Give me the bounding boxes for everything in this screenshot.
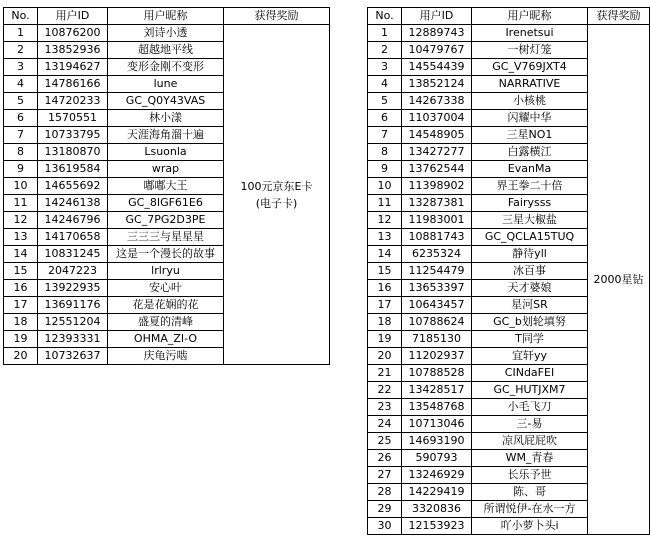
- user-id: 13246929: [402, 467, 472, 484]
- user-nickname: 白露横江: [472, 144, 588, 161]
- row-number: 25: [368, 433, 402, 450]
- user-nickname: 闪耀中华: [472, 110, 588, 127]
- user-id: 13691176: [38, 297, 108, 314]
- user-id: 14246138: [38, 195, 108, 212]
- row-number: 9: [368, 161, 402, 178]
- row-number: 18: [368, 314, 402, 331]
- row-number: 11: [4, 195, 38, 212]
- row-number: 12: [4, 212, 38, 229]
- user-nickname: GC_8IGF61E6: [108, 195, 224, 212]
- user-id: 13619584: [38, 161, 108, 178]
- header-row: [368, 8, 650, 25]
- user-nickname: Lsuonla: [108, 144, 224, 161]
- header-user-id: 用户ID: [38, 8, 108, 25]
- user-nickname: 吖小萝卜头i: [472, 518, 588, 535]
- row-number: 8: [368, 144, 402, 161]
- user-nickname: EvanMa: [472, 161, 588, 178]
- user-nickname: lune: [108, 76, 224, 93]
- row-number: 29: [368, 501, 402, 518]
- row-number: 17: [4, 297, 38, 314]
- row-number: 4: [4, 76, 38, 93]
- user-nickname: 安心叶: [108, 280, 224, 297]
- row-number: 1: [368, 25, 402, 42]
- user-nickname: GC_HUTJXM7: [472, 382, 588, 399]
- user-nickname: 静待yll: [472, 246, 588, 263]
- user-nickname: 冰百事: [472, 263, 588, 280]
- user-id: 14246796: [38, 212, 108, 229]
- user-nickname: CINdaFEI: [472, 365, 588, 382]
- user-nickname: GC_Q0Y43VAS: [108, 93, 224, 110]
- user-id: 13922935: [38, 280, 108, 297]
- user-id: 14548905: [402, 127, 472, 144]
- header-nickname: 用户昵称: [472, 8, 588, 25]
- row-number: 2: [4, 42, 38, 59]
- user-id: 10876200: [38, 25, 108, 42]
- user-nickname: 所谓悦伊-在水一方: [472, 501, 588, 518]
- row-number: 24: [368, 416, 402, 433]
- row-number: 13: [368, 229, 402, 246]
- user-nickname: 三-易: [472, 416, 588, 433]
- header-no: No.: [368, 8, 402, 25]
- user-id: 10713046: [402, 416, 472, 433]
- user-nickname: 这是一个漫长的故事: [108, 246, 224, 263]
- row-number: 15: [4, 263, 38, 280]
- row-number: 6: [4, 110, 38, 127]
- user-nickname: GC_V769JXT4: [472, 59, 588, 76]
- reward-text-line: (电子卡): [255, 196, 298, 210]
- user-id: 13287381: [402, 195, 472, 212]
- user-id: 12393331: [38, 331, 108, 348]
- user-nickname: 界王拳二十倍: [472, 178, 588, 195]
- row-number: 7: [4, 127, 38, 144]
- user-id: 13180870: [38, 144, 108, 161]
- header-user-id: 用户ID: [402, 8, 472, 25]
- user-id: 13852936: [38, 42, 108, 59]
- user-id: 2047223: [38, 263, 108, 280]
- user-id: 13427277: [402, 144, 472, 161]
- user-id: 10788624: [402, 314, 472, 331]
- user-id: 14229419: [402, 484, 472, 501]
- row-number: 16: [368, 280, 402, 297]
- user-id: 12551204: [38, 314, 108, 331]
- user-nickname: 刘诗小透: [108, 25, 224, 42]
- user-id: 13428517: [402, 382, 472, 399]
- user-nickname: WM_青春: [472, 450, 588, 467]
- user-nickname: 星河SR: [472, 297, 588, 314]
- user-id: 14720233: [38, 93, 108, 110]
- row-number: 14: [368, 246, 402, 263]
- user-id: 14170658: [38, 229, 108, 246]
- header-row: [4, 8, 330, 25]
- row-number: 3: [4, 59, 38, 76]
- row-number: 28: [368, 484, 402, 501]
- header-nickname: 用户昵称: [108, 8, 224, 25]
- user-nickname: 宜轩yy: [472, 348, 588, 365]
- user-nickname: 花是花娴的花: [108, 297, 224, 314]
- row-number: 5: [4, 93, 38, 110]
- user-nickname: 三星NO1: [472, 127, 588, 144]
- row-number: 4: [368, 76, 402, 93]
- user-id: 11983001: [402, 212, 472, 229]
- row-number: 22: [368, 382, 402, 399]
- user-id: 11202937: [402, 348, 472, 365]
- user-nickname: T同学: [472, 331, 588, 348]
- header-no: No.: [4, 8, 38, 25]
- user-id: 590793: [402, 450, 472, 467]
- user-id: 10643457: [402, 297, 472, 314]
- row-number: 17: [368, 297, 402, 314]
- user-nickname: 小核桃: [472, 93, 588, 110]
- row-number: 26: [368, 450, 402, 467]
- user-nickname: 超越地平线: [108, 42, 224, 59]
- row-number: 27: [368, 467, 402, 484]
- header-reward: 获得奖励: [224, 8, 330, 25]
- user-nickname: 天涯海角溜十遍: [108, 127, 224, 144]
- user-nickname: 嘟嘟大王: [108, 178, 224, 195]
- row-number: 30: [368, 518, 402, 535]
- user-nickname: 天才婆娘: [472, 280, 588, 297]
- user-id: 13548768: [402, 399, 472, 416]
- row-number: 19: [4, 331, 38, 348]
- user-nickname: 凉风屁屁吹: [472, 433, 588, 450]
- user-id: 12889743: [402, 25, 472, 42]
- user-id: 14267338: [402, 93, 472, 110]
- user-id: 10881743: [402, 229, 472, 246]
- reward-text: 2000星钻: [593, 273, 644, 286]
- row-number: 8: [4, 144, 38, 161]
- row-number: 11: [368, 195, 402, 212]
- user-nickname: GC_b划轮填努: [472, 314, 588, 331]
- row-number: 13: [4, 229, 38, 246]
- user-nickname: 小毛飞刀: [472, 399, 588, 416]
- row-number: 23: [368, 399, 402, 416]
- user-id: 10733795: [38, 127, 108, 144]
- user-id: 1570551: [38, 110, 108, 127]
- user-id: 7185130: [402, 331, 472, 348]
- row-number: 12: [368, 212, 402, 229]
- user-id: 10479767: [402, 42, 472, 59]
- user-id: 14693190: [402, 433, 472, 450]
- row-number: 14: [4, 246, 38, 263]
- row-number: 10: [4, 178, 38, 195]
- row-number: 1: [4, 25, 38, 42]
- user-id: 13762544: [402, 161, 472, 178]
- user-id: 6235324: [402, 246, 472, 263]
- user-id: 11037004: [402, 110, 472, 127]
- user-id: 11254479: [402, 263, 472, 280]
- right-winners-table: [367, 7, 650, 535]
- user-nickname: 陈、哥: [472, 484, 588, 501]
- user-nickname: 盛夏的清峰: [108, 314, 224, 331]
- user-id: 14554439: [402, 59, 472, 76]
- user-nickname: wrap: [108, 161, 224, 178]
- row-number: 21: [368, 365, 402, 382]
- table-row: [368, 25, 650, 42]
- user-id: 3320836: [402, 501, 472, 518]
- user-id: 13194627: [38, 59, 108, 76]
- row-number: 9: [4, 161, 38, 178]
- row-number: 7: [368, 127, 402, 144]
- row-number: 18: [4, 314, 38, 331]
- user-nickname: NARRATIVE: [472, 76, 588, 93]
- user-nickname: 变形金刚不变形: [108, 59, 224, 76]
- user-nickname: OHMA_ZI-O: [108, 331, 224, 348]
- user-id: 12153923: [402, 518, 472, 535]
- reward-cell: [224, 25, 330, 365]
- row-number: 20: [368, 348, 402, 365]
- user-nickname: Fairysss: [472, 195, 588, 212]
- row-number: 2: [368, 42, 402, 59]
- row-number: 3: [368, 59, 402, 76]
- user-nickname: 林小漾: [108, 110, 224, 127]
- reward-cell: [588, 25, 650, 535]
- row-number: 19: [368, 331, 402, 348]
- user-nickname: 一树灯笼: [472, 42, 588, 59]
- user-id: 10831245: [38, 246, 108, 263]
- user-id: 11398902: [402, 178, 472, 195]
- user-nickname: Irenetsui: [472, 25, 588, 42]
- left-winners-table: [3, 7, 330, 365]
- user-id: 13653397: [402, 280, 472, 297]
- row-number: 5: [368, 93, 402, 110]
- row-number: 10: [368, 178, 402, 195]
- user-id: 10732637: [38, 348, 108, 365]
- user-nickname: GC_QCLA15TUQ: [472, 229, 588, 246]
- user-nickname: GC_7PG2D3PE: [108, 212, 224, 229]
- row-number: 16: [4, 280, 38, 297]
- user-nickname: 长乐予世: [472, 467, 588, 484]
- user-nickname: 三三三与星星星: [108, 229, 224, 246]
- row-number: 15: [368, 263, 402, 280]
- user-id: 14655692: [38, 178, 108, 195]
- user-nickname: lrlryu: [108, 263, 224, 280]
- user-nickname: 庆龟污啮: [108, 348, 224, 365]
- user-nickname: 三星大椒盐: [472, 212, 588, 229]
- table-row: [4, 25, 330, 42]
- header-reward: 获得奖励: [588, 8, 650, 25]
- user-id: 10788528: [402, 365, 472, 382]
- row-number: 6: [368, 110, 402, 127]
- user-id: 13852124: [402, 76, 472, 93]
- row-number: 20: [4, 348, 38, 365]
- reward-text-line: 100元京东E卡: [240, 179, 313, 193]
- user-id: 14786166: [38, 76, 108, 93]
